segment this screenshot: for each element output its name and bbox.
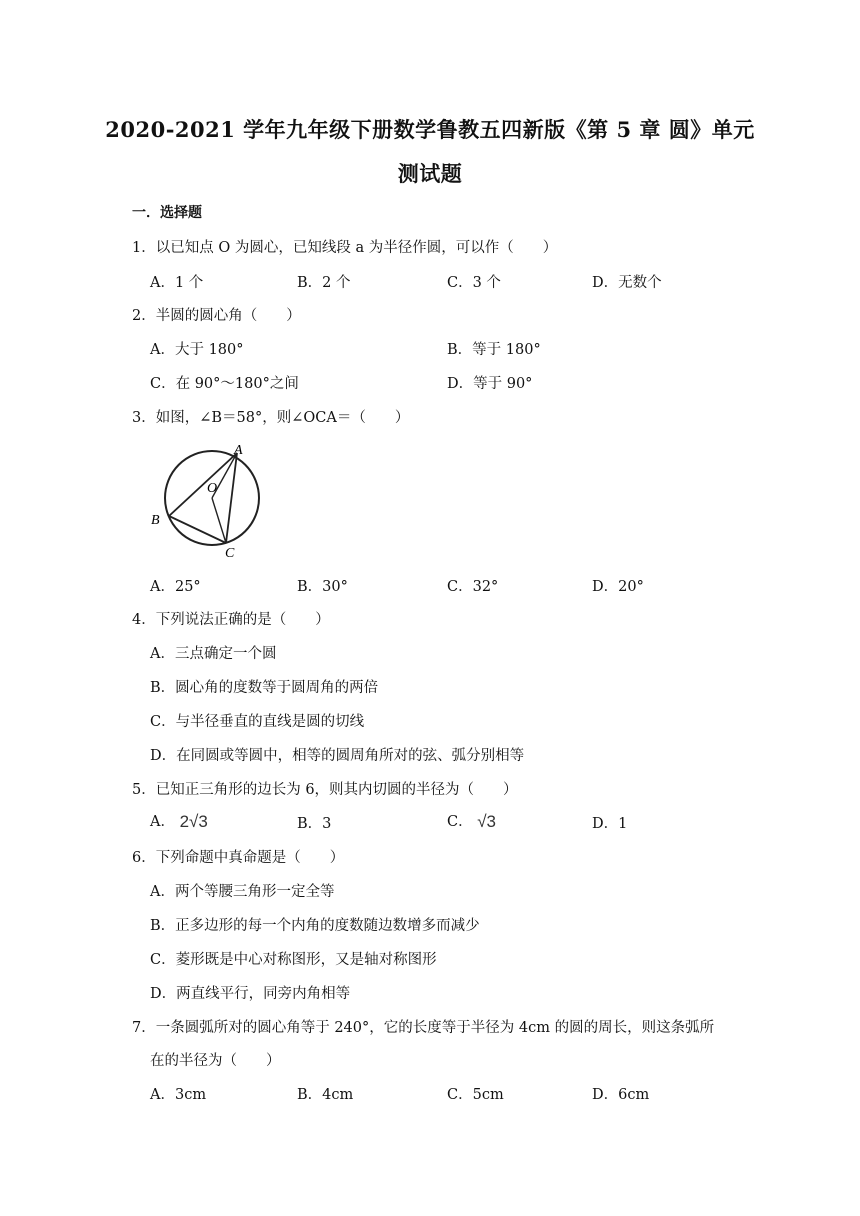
chord-ac	[226, 453, 237, 543]
question-1: 1．以已知点 O 为圆心，已知线段 a 为半径作圆，可以作（ ）	[132, 240, 558, 256]
question-2: 2．半圆的圆心角（ ）	[132, 308, 301, 324]
q4-option-b: B．圆心角的度数等于圆周角的两倍	[150, 680, 379, 696]
question-5: 5．已知正三角形的边长为 6，则其内切圆的半径为（ ）	[132, 782, 518, 798]
q4-option-c: C．与半径垂直的直线是圆的切线	[150, 714, 365, 730]
q2-option-a: A．大于 180°	[150, 342, 244, 358]
title-line-1: 2020-2021 学年九年级下册数学鲁教五四新版《第 5 章 圆》单元	[105, 117, 755, 142]
q5-option-c-label: C．	[447, 814, 473, 830]
q3-option-a: A．25°	[150, 579, 201, 595]
label-a: A	[234, 443, 243, 458]
q7-option-b: B．4cm	[297, 1087, 354, 1103]
question-7-line-1: 7．一条圆弧所对的圆心角等于 240°，它的长度等于半径为 4cm 的圆的周长，则这条弧所	[132, 1020, 715, 1036]
label-o: O	[207, 481, 218, 496]
q3-option-b: B．30°	[297, 579, 348, 595]
q5-option-d: D．1	[592, 816, 628, 832]
q5-option-a-label: A．	[150, 814, 175, 830]
q1-option-b: B．2 个	[297, 275, 351, 291]
q7-option-c: C．5cm	[447, 1087, 504, 1103]
section-heading: 一．选择题	[132, 205, 202, 221]
label-c: C	[225, 546, 235, 561]
q3-option-c: C．32°	[447, 579, 499, 595]
circle-figure	[148, 440, 263, 562]
question-4: 4．下列说法正确的是（ ）	[132, 612, 330, 628]
q6-option-d: D．两直线平行，同旁内角相等	[150, 986, 351, 1002]
question-3: 3．如图，∠B＝58°，则∠OCA＝（ ）	[132, 410, 410, 426]
label-b: B	[151, 513, 160, 528]
q3-option-d: D．20°	[592, 579, 644, 595]
q2-option-c: C．在 90°～180°之间	[150, 376, 299, 392]
q5-option-c	[447, 810, 496, 832]
two-root-three-math: 2√3	[179, 812, 208, 831]
q2-option-d: D．等于 90°	[447, 376, 533, 392]
q7-option-d: D．6cm	[592, 1087, 650, 1103]
q7-option-a: A．3cm	[150, 1087, 207, 1103]
chord-ba	[169, 453, 237, 516]
question-7-line-2: 在的半径为（ ）	[150, 1053, 281, 1069]
q1-option-d: D．无数个	[592, 275, 662, 291]
q6-option-c: C．菱形既是中心对称图形，又是轴对称图形	[150, 952, 437, 968]
q4-option-a: A．三点确定一个圆	[150, 646, 277, 662]
root-three-math: √3	[477, 812, 497, 831]
question-6: 6．下列命题中真命题是（ ）	[132, 850, 345, 866]
q5-option-b: B．3	[297, 816, 332, 832]
q4-option-d: D．在同圆或等圆中，相等的圆周角所对的弦、弧分别相等	[150, 748, 525, 764]
q2-option-b: B．等于 180°	[447, 342, 541, 358]
title-line-2: 测试题	[397, 161, 463, 186]
radius-oc	[212, 498, 226, 543]
q6-option-b: B．正多边形的每一个内角的度数随边数增多而减少	[150, 918, 480, 934]
q6-option-a: A．两个等腰三角形一定全等	[150, 884, 335, 900]
q5-option-a	[150, 810, 208, 832]
q1-option-c: C．3 个	[447, 275, 501, 291]
q1-option-a: A．1 个	[150, 275, 204, 291]
